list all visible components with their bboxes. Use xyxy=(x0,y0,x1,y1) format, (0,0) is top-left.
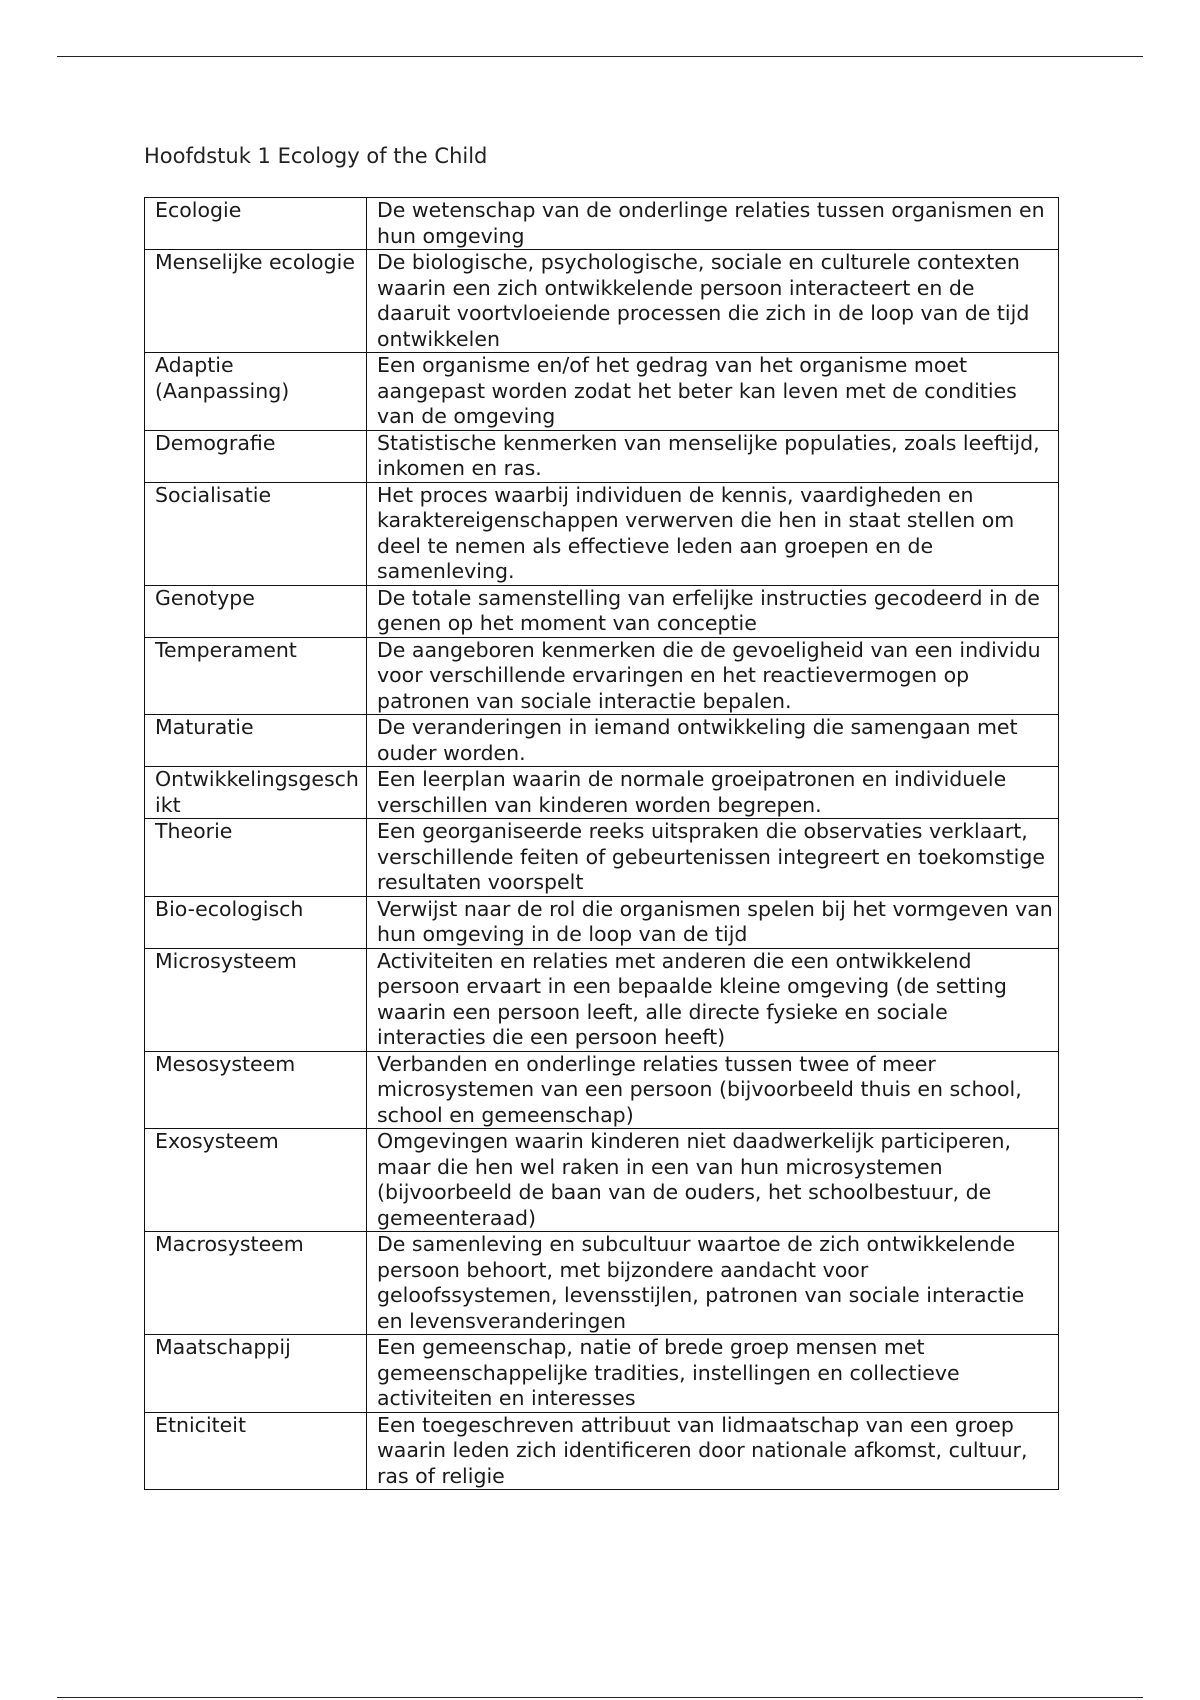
term-cell: Genotype xyxy=(145,585,367,637)
table-row xyxy=(145,1232,1059,1335)
table-row xyxy=(145,1335,1059,1413)
term-cell: Etniciteit xyxy=(145,1412,367,1490)
table-row xyxy=(145,1412,1059,1490)
definition-cell: Het proces waarbij individuen de kennis, vaardigheden en karaktereigenschappen verwerven die hen in staat stellen om deel te nemen als effectieve leden aan groepen en de samenleving. xyxy=(367,482,1059,585)
term-cell: Theorie xyxy=(145,819,367,897)
definition-cell: Statistische kenmerken van menselijke populaties, zoals leeftijd, inkomen en ras. xyxy=(367,430,1059,482)
definition-cell: Verwijst naar de rol die organismen spelen bij het vormgeven van hun omgeving in de loop van de tijd xyxy=(367,896,1059,948)
table-row xyxy=(145,1051,1059,1129)
table-row xyxy=(145,250,1059,353)
definition-cell: Omgevingen waarin kinderen niet daadwerkelijk participeren, maar die hen wel raken in een van hun microsystemen (bijvoorbeeld de baan van de ouders, het schoolbestuur, de gemeenteraad) xyxy=(367,1129,1059,1232)
table-row xyxy=(145,353,1059,431)
definition-cell: Verbanden en onderlinge relaties tussen twee of meer microsystemen van een persoon (bijvoorbeeld thuis en school, school en gemeenschap) xyxy=(367,1051,1059,1129)
term-cell: Exosysteem xyxy=(145,1129,367,1232)
glossary-table xyxy=(144,197,1059,1490)
term-cell: Temperament xyxy=(145,637,367,715)
term-cell: Maatschappij xyxy=(145,1335,367,1413)
table-row xyxy=(145,430,1059,482)
definition-cell: Activiteiten en relaties met anderen die een ontwikkelend persoon ervaart in een bepaalde kleine omgeving (de setting waarin een persoon leeft, alle directe fysieke en sociale interacties die een persoon heeft) xyxy=(367,948,1059,1051)
definition-cell: De aangeboren kenmerken die de gevoeligheid van een individu voor verschillende ervaringen en het reactievermogen op patronen van sociale interactie bepalen. xyxy=(367,637,1059,715)
definition-cell: Een georganiseerde reeks uitspraken die observaties verklaart, verschillende feiten of gebeurtenissen integreert en toekomstige resultaten voorspelt xyxy=(367,819,1059,897)
definition-cell: De wetenschap van de onderlinge relaties tussen organismen en hun omgeving xyxy=(367,198,1059,250)
term-cell: Ontwikkelingsgeschikt xyxy=(145,767,367,819)
table-row xyxy=(145,637,1059,715)
term-cell: Ecologie xyxy=(145,198,367,250)
term-cell: Macrosysteem xyxy=(145,1232,367,1335)
definition-cell: Een leerplan waarin de normale groeipatronen en individuele verschillen van kinderen worden begrepen. xyxy=(367,767,1059,819)
definition-cell: De veranderingen in iemand ontwikkeling die samengaan met ouder worden. xyxy=(367,715,1059,767)
definition-cell: De totale samenstelling van erfelijke instructies gecodeerd in de genen op het moment van conceptie xyxy=(367,585,1059,637)
definition-cell: De biologische, psychologische, sociale en culturele contexten waarin een zich ontwikkelende persoon interacteert en de daaruit voortvloeiende processen die zich in de loop van de tijd ontwikkelen xyxy=(367,250,1059,353)
definition-cell: Een gemeenschap, natie of brede groep mensen met gemeenschappelijke tradities, instellingen en collectieve activiteiten en interesses xyxy=(367,1335,1059,1413)
footer-rule xyxy=(57,1697,1143,1698)
term-cell: Maturatie xyxy=(145,715,367,767)
table-row xyxy=(145,896,1059,948)
term-cell: Microsysteem xyxy=(145,948,367,1051)
term-cell: Socialisatie xyxy=(145,482,367,585)
term-cell: Adaptie (Aanpassing) xyxy=(145,353,367,431)
table-row xyxy=(145,1129,1059,1232)
definition-cell: Een toegeschreven attribuut van lidmaatschap van een groep waarin leden zich identificeren door nationale afkomst, cultuur, ras of religie xyxy=(367,1412,1059,1490)
table-row xyxy=(145,585,1059,637)
definition-cell: Een organisme en/of het gedrag van het organisme moet aangepast worden zodat het beter kan leven met de condities van de omgeving xyxy=(367,353,1059,431)
table-row xyxy=(145,819,1059,897)
table-row xyxy=(145,198,1059,250)
table-row xyxy=(145,482,1059,585)
term-cell: Menselijke ecologie xyxy=(145,250,367,353)
definition-cell: De samenleving en subcultuur waartoe de zich ontwikkelende persoon behoort, met bijzondere aandacht voor geloofssystemen, levensstijlen, patronen van sociale interactie en levensveranderingen xyxy=(367,1232,1059,1335)
table-row xyxy=(145,715,1059,767)
page-title: Hoofdstuk 1 Ecology of the Child xyxy=(144,144,488,168)
table-row xyxy=(145,948,1059,1051)
term-cell: Demografie xyxy=(145,430,367,482)
term-cell: Bio-ecologisch xyxy=(145,896,367,948)
header-rule xyxy=(57,56,1143,57)
table-row xyxy=(145,767,1059,819)
term-cell: Mesosysteem xyxy=(145,1051,367,1129)
